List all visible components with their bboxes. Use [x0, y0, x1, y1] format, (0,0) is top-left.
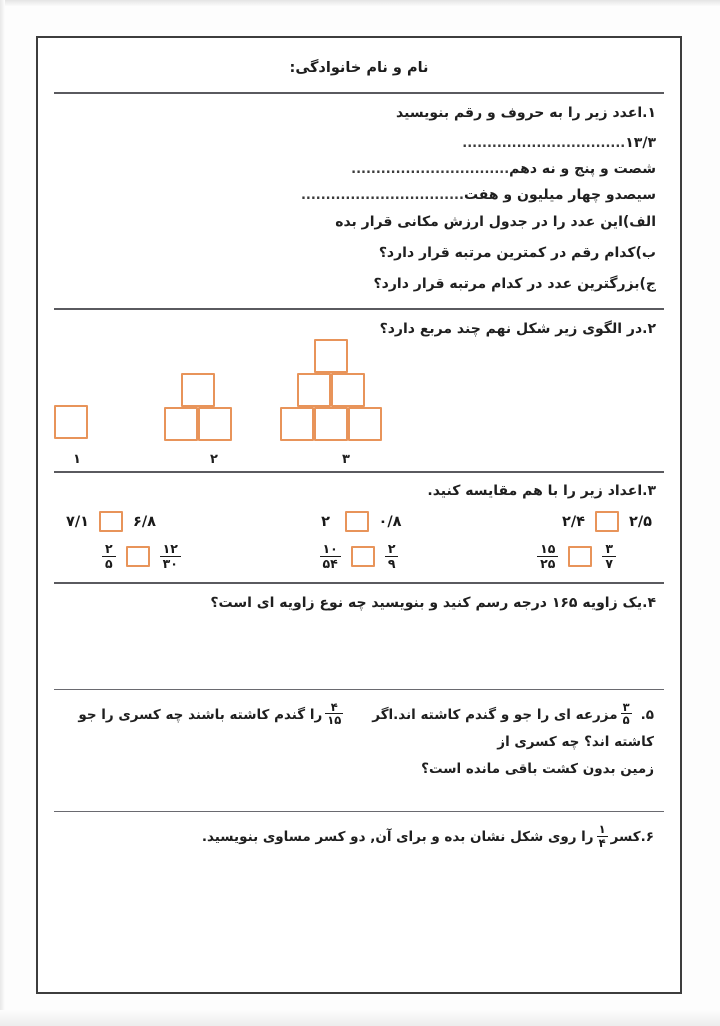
- comparison-answer-box[interactable]: [595, 511, 619, 532]
- fraction-denominator: ۲۵: [537, 556, 558, 571]
- question-1-item-1: [54, 127, 664, 153]
- question-1-subpart-c: ج)بزرگترین عدد در کدام مرتبه قرار دارد؟: [373, 276, 656, 292]
- pattern-square: [280, 407, 314, 441]
- pattern-figure-1: [54, 405, 94, 445]
- comparison-right-value: ۶/۸: [133, 513, 156, 530]
- fraction-denominator: ۳۰: [160, 556, 181, 571]
- question-6-fraction: [597, 823, 608, 849]
- comparison-pair-decimal-1: [66, 511, 156, 532]
- worksheet-content: [38, 38, 680, 992]
- scan-edge-bottom: [0, 1010, 720, 1026]
- comparison-left-value: ۷/۱: [66, 513, 89, 530]
- comparison-left-value: ۲/۴: [562, 513, 585, 530]
- fraction-numerator: ۱۵: [540, 541, 556, 556]
- fraction-right: [602, 542, 616, 572]
- fraction-left: [102, 542, 116, 572]
- question-5-text-part-2: را گندم کاشته باشند چه کسری را جو کاشته اند؟ چه کسری از: [78, 706, 654, 750]
- fraction-numerator: ۱۲: [162, 541, 178, 556]
- scan-edge-top: [0, 0, 720, 6]
- question-2-prompt: ۲.در الگوی زیر شکل نهم چند مربع دارد؟: [379, 321, 656, 337]
- fraction-numerator: ۴: [330, 699, 338, 714]
- pattern-square: [54, 405, 88, 439]
- question-1-prompt: ۱.اعدد زیر را به حروف و رقم بنویسید: [396, 105, 656, 121]
- question-3-prompt: ۳.اعداد زیر را با هم مقایسه کنید.: [427, 483, 656, 499]
- pattern-square: [331, 373, 365, 407]
- pattern-square: [314, 407, 348, 441]
- pattern-square: [348, 407, 382, 441]
- comparison-answer-box[interactable]: [126, 546, 150, 567]
- question-1-subpart-b: ب)کدام رقم در کمترین مرتبه قرار دارد؟: [378, 245, 656, 261]
- question-5-answer-space[interactable]: [54, 785, 664, 811]
- fraction-denominator: ۹: [385, 556, 399, 571]
- pattern-figure-2-label: ۲: [210, 452, 218, 467]
- fraction-numerator: ۲: [105, 541, 113, 556]
- question-3-decimal-row: [54, 503, 664, 536]
- question-6-text-part-1: ۶.کسر: [610, 829, 654, 846]
- comparison-pair-decimal-2: [317, 511, 402, 532]
- question-1-item-3: [54, 179, 664, 205]
- question-1-subpart-a: الف)این عدد را در جدول ارزش مکانی قرار بده: [335, 214, 656, 230]
- fraction-right: [385, 542, 399, 572]
- fraction-denominator: ۵: [622, 713, 630, 728]
- student-name-label: نام و نام خانوادگی:: [289, 60, 429, 76]
- question-1-item-2-value: شصت و پنج و نه دهم: [509, 161, 656, 177]
- question-5-fraction-2: [325, 701, 343, 727]
- pattern-square: [164, 407, 198, 441]
- pattern-figure-2: [162, 373, 234, 445]
- question-1-item-1-value: ۱۳/۳: [625, 135, 656, 151]
- comparison-answer-box[interactable]: [345, 511, 369, 532]
- comparison-right-value: ۰/۸: [378, 513, 402, 530]
- comparison-right-value: ۲/۵: [629, 513, 652, 530]
- pattern-square: [198, 407, 232, 441]
- pattern-figure-1-label: ۱: [73, 452, 81, 467]
- fraction-denominator: ۵: [102, 556, 116, 571]
- question-1-item-3-value: سیصدو چهار میلیون و هفت: [463, 187, 656, 203]
- question-5-prompt: [54, 690, 664, 785]
- pattern-square: [181, 373, 215, 407]
- comparison-left-value: ۲: [321, 513, 330, 530]
- fraction-denominator: ۱۵: [327, 713, 342, 728]
- comparison-answer-box[interactable]: [99, 511, 123, 532]
- question-1-item-2: [54, 153, 664, 179]
- question-4-prompt: ۴.یک زاویه ۱۶۵ درجه رسم کنید و بنویسید چه نوع زاویه ای است؟: [210, 594, 656, 611]
- comparison-pair-fraction-1: [102, 542, 181, 572]
- question-6-prompt: [54, 812, 664, 852]
- worksheet-frame: [36, 36, 682, 994]
- fraction-right: [160, 542, 181, 572]
- fraction-left: [320, 542, 341, 572]
- comparison-answer-box[interactable]: [351, 546, 375, 567]
- scan-edge-left: [0, 0, 5, 1026]
- question-6-text-part-2: را روی شکل نشان بده و برای آن, دو کسر مساوی بنویسید.: [201, 829, 594, 846]
- pattern-figure-3: [278, 339, 384, 445]
- fraction-left: [537, 542, 558, 572]
- question-1-item-3-dots[interactable]: .................................: [300, 188, 464, 203]
- question-5-text-part-3: زمین بدون کشت باقی مانده است؟: [421, 760, 654, 777]
- comparison-pair-fraction-3: [537, 542, 616, 572]
- pattern-figure-3-label: ۳: [342, 452, 350, 467]
- fraction-denominator: ۵۴: [320, 556, 341, 571]
- question-5-number: ۵.: [640, 706, 654, 723]
- comparison-answer-box[interactable]: [568, 546, 592, 567]
- fraction-denominator: ۷: [602, 556, 616, 571]
- question-5-text-part-1: مزرعه ای را جو و گندم کاشته اند.اگر: [372, 706, 618, 723]
- fraction-numerator: ۳: [622, 699, 630, 714]
- fraction-numerator: ۱: [598, 821, 606, 836]
- fraction-numerator: ۳: [605, 541, 613, 556]
- question-4-answer-space[interactable]: [54, 617, 664, 689]
- question-5-fraction-1: [621, 701, 632, 727]
- question-6-answer-space[interactable]: [54, 852, 664, 948]
- fraction-numerator: ۱۰: [322, 541, 338, 556]
- question-2-pattern-figures: [54, 343, 664, 471]
- fraction-numerator: ۲: [387, 541, 396, 556]
- pattern-square: [314, 339, 348, 373]
- question-1-item-1-dots[interactable]: .................................: [462, 136, 626, 151]
- comparison-pair-fraction-2: [320, 542, 399, 572]
- question-3-fraction-row: [54, 536, 664, 582]
- fraction-denominator: ۴: [598, 835, 606, 850]
- comparison-pair-decimal-3: [562, 511, 652, 532]
- pattern-square: [297, 373, 331, 407]
- question-1-item-2-dots[interactable]: ................................: [351, 162, 510, 177]
